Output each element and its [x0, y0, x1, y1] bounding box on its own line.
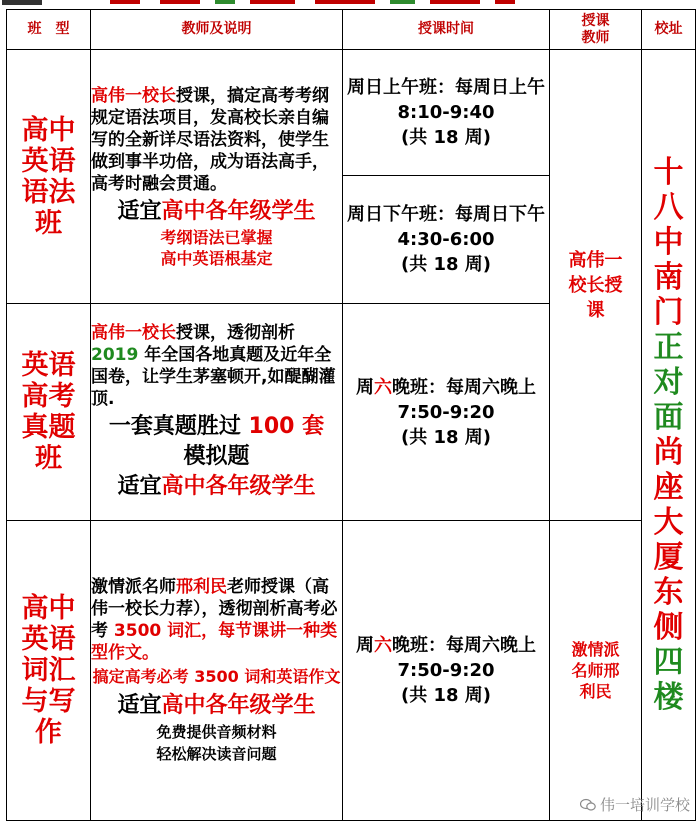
course-description-grammar: 高伟一校长授课，搞定高考考纲规定语法项目，发高校长亲自编写的全新详尽语法资料，使学生做到事半功倍，成为语法高手，高考时融会贯通。 适宜高中各年级学生 考纲语法已掌握 高中英语根基定 [91, 50, 343, 304]
instructor-principal: 高伟一校长授课 [550, 50, 642, 521]
header-teacher-desc: 教师及说明 [91, 10, 343, 50]
header-campus: 校址 [642, 10, 696, 50]
time-saturday-evening-vocab: 周六晚班：每周六晚上 7:50-9:20 (共 18 周) [343, 521, 550, 821]
cropped-text-fragment [2, 0, 42, 5]
course-description-exam: 高伟一校长授课，透彻剖析 2019 年全国各地真题及近年全国卷，让学生茅塞顿开,如醍醐灌顶. 一套真题胜过 100 套 模拟题 适宜高中各年级学生 [91, 304, 343, 521]
time-sunday-afternoon: 周日下午班：每周日下午 4:30-6:00 (共 18 周) [343, 176, 550, 304]
watermark-text: 伟一培训学校 [599, 796, 690, 814]
time-saturday-evening-exam: 周六晚班：每周六晚上 7:50-9:20 (共 18 周) [343, 304, 550, 521]
table-row [7, 50, 696, 176]
course-name-grammar: 高中英语语法班 [7, 50, 91, 304]
header-instructor: 授课教师 [550, 10, 642, 50]
top-cropped-strip [0, 0, 700, 8]
header-class-type: 班 型 [7, 10, 91, 50]
header-time: 授课时间 [343, 10, 550, 50]
time-sunday-morning: 周日上午班：每周日上午 8:10-9:40 (共 18 周) [343, 50, 550, 176]
course-description-vocab-writing: 激情派名师邢利民老师授课（高伟一校长力荐），透彻剖析高考必考 3500 词汇，每节课讲一种类型作文。 搞定高考必考 3500 词和英语作文 适宜高中各年级学生 免费提供音频材料 轻松解决读音问题 [91, 521, 343, 821]
course-schedule-table [6, 9, 696, 821]
campus-address: 十八中南门正对面尚座大厦东侧四楼 [642, 50, 696, 821]
instructor-xing-limin: 激情派名师邢利民 [550, 521, 642, 821]
course-name-exam: 英语高考真题班 [7, 304, 91, 521]
wechat-watermark [540, 794, 690, 816]
table-row [7, 521, 696, 821]
course-name-vocab-writing: 高中英语词汇与写作 [7, 521, 91, 821]
wechat-icon [580, 798, 596, 812]
header-row [7, 10, 696, 50]
